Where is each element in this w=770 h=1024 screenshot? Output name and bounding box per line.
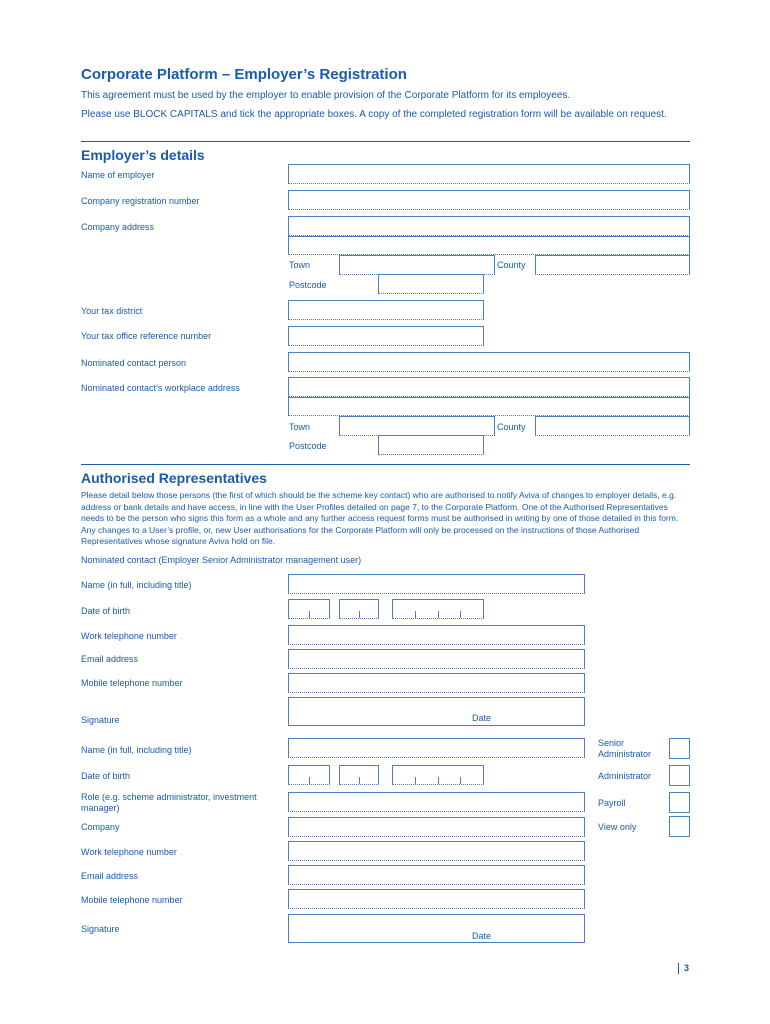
- town-label: Town: [289, 260, 311, 270]
- rep1-name-label: Name (in full, including title): [81, 580, 192, 590]
- rep1-dob-day-input[interactable]: [288, 599, 330, 619]
- town2-label: Town: [289, 422, 311, 432]
- tax-ref-label: Your tax office reference number: [81, 331, 212, 341]
- county-input[interactable]: [535, 255, 690, 275]
- county2-input[interactable]: [535, 416, 690, 436]
- admin-label: Administrator: [598, 771, 652, 781]
- dob-divider: [460, 611, 461, 618]
- county2-label: County: [497, 422, 526, 432]
- rep1-mobile-input[interactable]: [288, 673, 585, 693]
- rep2-name-input[interactable]: [288, 738, 585, 758]
- rep1-work-tel-input[interactable]: [288, 625, 585, 645]
- rep1-dob-label: Date of birth: [81, 606, 131, 616]
- dob-divider: [309, 777, 310, 784]
- contact-person-label: Nominated contact person: [81, 358, 187, 368]
- rep1-signature-box[interactable]: [288, 697, 585, 726]
- employer-name-label: Name of employer: [81, 170, 155, 180]
- rep2-role-label: Role (e.g. scheme administrator, investment manager): [81, 792, 257, 813]
- contact-person-input[interactable]: [288, 352, 690, 372]
- rep2-company-input[interactable]: [288, 817, 585, 837]
- dob-divider: [359, 611, 360, 618]
- rep1-email-label: Email address: [81, 654, 139, 664]
- rep2-mobile-input[interactable]: [288, 889, 585, 909]
- reps-section-heading: Authorised Representatives: [81, 470, 267, 486]
- divider-2: [81, 464, 690, 465]
- rep1-email-input[interactable]: [288, 649, 585, 669]
- payroll-checkbox[interactable]: [669, 792, 690, 813]
- tax-district-label: Your tax district: [81, 306, 143, 316]
- rep2-dob-month-input[interactable]: [339, 765, 379, 785]
- senior-admin-checkbox[interactable]: [669, 738, 690, 759]
- postcode2-input[interactable]: [378, 435, 484, 455]
- dob-divider: [415, 611, 416, 618]
- rep2-date-label: Date: [472, 931, 492, 941]
- company-reg-label: Company registration number: [81, 196, 200, 206]
- rep2-dob-year-input[interactable]: [392, 765, 484, 785]
- view-only-label: View only: [598, 822, 637, 832]
- admin-checkbox[interactable]: [669, 765, 690, 786]
- contact-address-line2-input[interactable]: [288, 397, 690, 416]
- company-reg-input[interactable]: [288, 190, 690, 210]
- dob-divider: [415, 777, 416, 784]
- payroll-label: Payroll: [598, 798, 626, 808]
- rep2-dob-label: Date of birth: [81, 771, 131, 781]
- postcode2-label: Postcode: [289, 441, 327, 451]
- rep2-signature-label: Signature: [81, 924, 120, 934]
- dob-divider: [438, 777, 439, 784]
- employer-name-input[interactable]: [288, 164, 690, 184]
- senior-admin-label: Senior Administrator: [598, 738, 652, 759]
- dob-divider: [309, 611, 310, 618]
- rep1-mobile-label: Mobile telephone number: [81, 678, 183, 688]
- reps-paragraph: Please detail below those persons (the first of which should be the scheme key contact) who are authorised to notify Aviva of changes to employer details, e.g. address or bank details and have access, in line with the User Profiles detailed on page 7, to the Corporate Platform. One of the Authorised Representatives needs to be the person who signs this form as a whole and any further access request forms must be authorised in writing by one of those detailed in this form. Any changes to a User’s profile, or, new User authorisations for the Corporate Platform will only be processed on the instructions of those Authorised Representatives whose signature Aviva hold on file.: [81, 490, 679, 546]
- rep2-email-label: Email address: [81, 871, 139, 881]
- postcode-label: Postcode: [289, 280, 327, 290]
- rep2-role-input[interactable]: [288, 792, 585, 812]
- dob-divider: [460, 777, 461, 784]
- tax-ref-input[interactable]: [288, 326, 484, 346]
- rep1-dob-year-input[interactable]: [392, 599, 484, 619]
- company-address-line1-input[interactable]: [288, 216, 690, 236]
- contact-address-line1-input[interactable]: [288, 377, 690, 397]
- rep2-name-label: Name (in full, including title): [81, 745, 192, 755]
- town2-input[interactable]: [339, 416, 495, 436]
- dob-divider: [438, 611, 439, 618]
- rep2-company-label: Company: [81, 822, 120, 832]
- rep2-mobile-label: Mobile telephone number: [81, 895, 183, 905]
- town-input[interactable]: [339, 255, 495, 275]
- tax-district-input[interactable]: [288, 300, 484, 320]
- rep2-work-tel-label: Work telephone number: [81, 847, 177, 857]
- nominated-contact-label: Nominated contact (Employer Senior Administrator management user): [81, 555, 362, 565]
- company-address-label: Company address: [81, 222, 155, 232]
- rep1-work-tel-label: Work telephone number: [81, 631, 177, 641]
- rep1-signature-label: Signature: [81, 715, 120, 725]
- rep1-name-input[interactable]: [288, 574, 585, 594]
- rep1-date-label: Date: [472, 713, 492, 723]
- rep2-dob-day-input[interactable]: [288, 765, 330, 785]
- rep2-signature-box[interactable]: [288, 914, 585, 943]
- page-title: Corporate Platform – Employer’s Registration: [81, 66, 407, 83]
- rep2-work-tel-input[interactable]: [288, 841, 585, 861]
- rep1-dob-month-input[interactable]: [339, 599, 379, 619]
- page-number: 3: [684, 963, 690, 973]
- intro-line-2: Please use BLOCK CAPITALS and tick the appropriate boxes. A copy of the completed registration form will be available on request.: [81, 109, 667, 120]
- employer-section-heading: Employer’s details: [81, 147, 205, 163]
- postcode-input[interactable]: [378, 274, 484, 294]
- contact-address-label: Nominated contact’s workplace address: [81, 383, 240, 393]
- divider-1: [81, 141, 690, 142]
- page-number-bar: [678, 963, 679, 974]
- intro-line-1: This agreement must be used by the employer to enable provision of the Corporate Platform for its employees.: [81, 90, 571, 101]
- county-label: County: [497, 260, 526, 270]
- rep2-email-input[interactable]: [288, 865, 585, 885]
- view-only-checkbox[interactable]: [669, 816, 690, 837]
- dob-divider: [359, 777, 360, 784]
- company-address-line2-input[interactable]: [288, 236, 690, 255]
